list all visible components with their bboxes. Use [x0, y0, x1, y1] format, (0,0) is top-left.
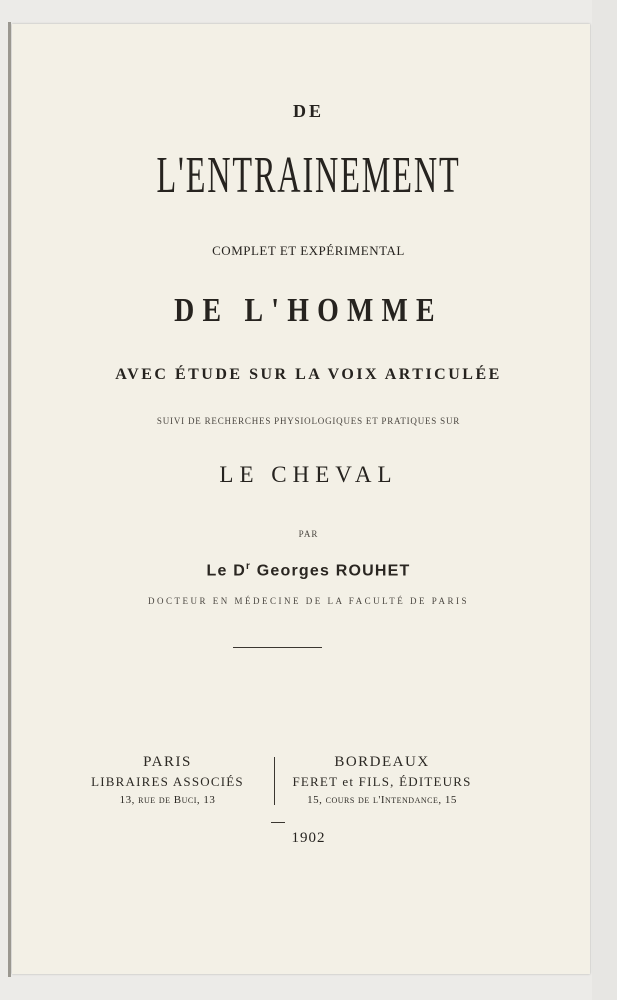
imprint-bordeaux: [282, 752, 482, 810]
subtitle-suivi: SUIVI DE RECHERCHES PHYSIOLOGIQUES ET PRATIQUES SUR: [156, 416, 461, 426]
author-line: [0, 561, 617, 580]
author-surname: ROUHET: [335, 562, 411, 580]
subtitle-complet: COMPLET ET EXPÉRIMENTAL: [212, 243, 405, 258]
subtitle-voix: AVEC ÉTUDE SUR LA VOIX ARTICULÉE: [115, 366, 502, 383]
imprint-city-bordeaux: BORDEAUX: [334, 754, 430, 770]
imprint-publisher-bordeaux: FERET et FILS, ÉDITEURS: [292, 774, 472, 789]
imprint-address-paris: 13, rue de Buci, 13: [119, 794, 216, 806]
author-sup: r: [246, 561, 252, 572]
page-margin-right: [592, 0, 617, 1000]
publication-year: 1902: [291, 830, 326, 846]
main-title: L'ENTRAINEMENT: [156, 147, 461, 204]
separator-rule: [233, 647, 322, 648]
imprint-address-bordeaux: 15, cours de l'Intendance, 15: [307, 794, 457, 806]
author-name: Georges: [251, 562, 336, 580]
title-de: DE: [292, 101, 324, 121]
imprint-city-paris: PARIS: [143, 754, 192, 770]
year-rule: [271, 822, 285, 823]
imprint-paris: [70, 752, 265, 810]
title-cheval: LE CHEVAL: [219, 462, 398, 487]
imprint-publisher-paris: LIBRAIRES ASSOCIÉS: [91, 774, 244, 789]
author-prefix: Le D: [206, 562, 246, 580]
title-homme: DE L'HOMME: [174, 292, 443, 329]
par-label: PAR: [298, 529, 319, 539]
imprint-divider: [274, 757, 275, 805]
author-credential: DOCTEUR EN MÉDECINE DE LA FACULTÉ DE PARIS: [148, 596, 469, 606]
